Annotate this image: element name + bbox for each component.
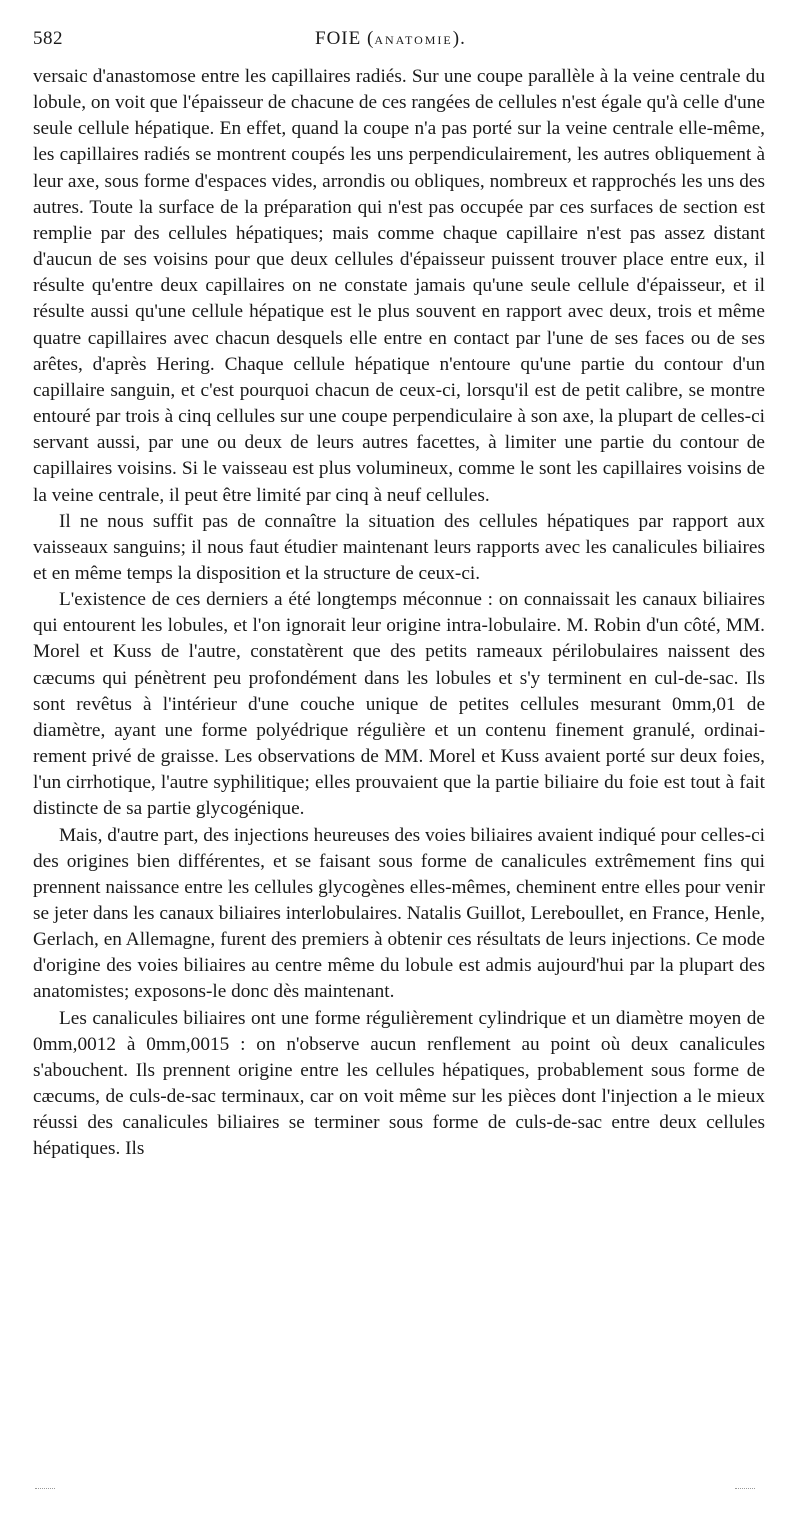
- paragraph-continuation: versaic d'anastomose entre les capillaires radiés. Sur une coupe parallèle à la veine centrale du lobule, on voit que l'épaisseur de chacune de ces rangées de cellules n'est égale qu'à celle d'une seule cellule hépatique. En effet, quand la coupe n'a pas porté sur la veine centrale elle-même, les capillaires radiés se montrent coupés les uns perpendiculairement, les autres obliquement à leur axe, sous forme d'espaces vides, arrondis ou obliques, nombreux et rapprochés les uns des autres. Toute la surface de la préparation qui n'est pas occupée par ces surfaces de section est remplie par des cellules hépatiques; mais comme chaque capillaire n'est pas assez distant d'aucun de ses voisins pour que deux cellules d'épaisseur puissent trouver place entre eux, il résulte qu'entre deux capillaires on ne constate jamais qu'une seule cellule d'épaisseur, et il résulte aussi qu'une cellule hépatique est le plus souvent en rapport avec deux, trois et même quatre capillaires avec chacun desquels elle entre en contact par l'une de ses faces ou de ses arêtes, d'après Hering. Chaque cellule hépatique n'entoure qu'une partie du contour d'un capillaire sanguin, et c'est pourquoi chacun de ceux-ci, lorsqu'il est de petit calibre, se montre entouré par trois à cinq cellules sur une coupe perpendiculaire à son axe, la plupart de celles-ci servant aussi, par une ou deux de leurs autres facettes, à limiter une partie du contour de capillaires voisins. Si le vaisseau est plus volumineux, comme le sont les capillaires voisins de la veine centrale, il peut être limité par cinq à neuf cellules.: [33, 66, 765, 506]
- dotted-mark-left: [35, 1488, 55, 1489]
- paragraph: L'existence de ces derniers a été longtemps méconnue : on connaissait les canaux biliaires qui entourent les lobules, et l'on ignorait leur origine intra-lobulaire. M. Robin d'un côté, MM. Morel et Kuss de l'autre, constatèrent que des petits rameaux périlobulaires naissent des cæcums qui pénètrent peu profondément dans les lobules et s'y terminent en cul-de-sac. Ils sont revêtus à l'intérieur d'une couche unique de petites cellules mesurant 0mm,01 de diamètre, ayant une forme polyédrique régulière et un contenu finement granulé, ordinairement privé de graisse. Les observations de MM. Morel et Kuss avaient porté sur deux foies, l'un cirrhotique, l'autre syphilitique; elles prouvaient que la partie biliaire du foie est tout à fait distincte de sa partie glycogénique.: [33, 589, 765, 820]
- paragraph: Mais, d'autre part, des injections heureuses des voies biliaires avaient indiqué pour celles-ci des origines bien différentes, et se faisant sous forme de canalicules extrêmement fins qui prennent naissance entre les cellules glycogènes elles-mêmes, cheminent entre elles pour venir se jeter dans les canaux biliaires interlobulaires. Natalis Guillot, Lereboullet, en France, Henle, Gerlach, en Allemagne, furent des premiers à obtenir ces résultats de leurs injections. Ce mode d'origine des voies biliaires au centre même du lobule est admis aujourd'hui par la plupart des anatomistes; exposons-le donc dès maintenant.: [33, 824, 765, 1003]
- paragraph: Il ne nous suffit pas de connaître la situation des cellules hépatiques par rapport aux vaisseaux sanguins; il nous faut étudier maintenant leurs rapports avec les canalicules biliaires et en même temps la disposition et la structure de ceux-ci.: [33, 510, 765, 584]
- page-header: [33, 28, 765, 64]
- dotted-mark-right: [735, 1488, 755, 1489]
- running-head-paren-open: (: [361, 28, 375, 49]
- running-head-subtitle: ANATOMIE: [374, 33, 453, 47]
- running-head-paren-close: ).: [452, 28, 466, 49]
- body-text: [33, 64, 765, 1163]
- bottom-dotted-marks: [33, 1488, 765, 1494]
- page-number: 582: [33, 28, 63, 49]
- paragraph: Les canalicules biliaires ont une forme régulièrement cylindrique et un diamètre moyen de 0mm,0012 à 0mm,0015 : on n'observe aucun renflement au point où deux canalicules s'abouchent. Ils prennent origine entre les cellules hépatiques, probablement sous forme de cæcums, de culs-de-sac terminaux, car on voit même sur les pièces dont l'injection a le mieux réussi des canalicules biliaires se terminer sous forme de culs-de-sac entre deux cellules hépatiques. Ils: [33, 1007, 765, 1160]
- running-head-title: FOIE: [315, 28, 362, 49]
- document-page: [33, 28, 765, 1163]
- running-head: [315, 28, 466, 50]
